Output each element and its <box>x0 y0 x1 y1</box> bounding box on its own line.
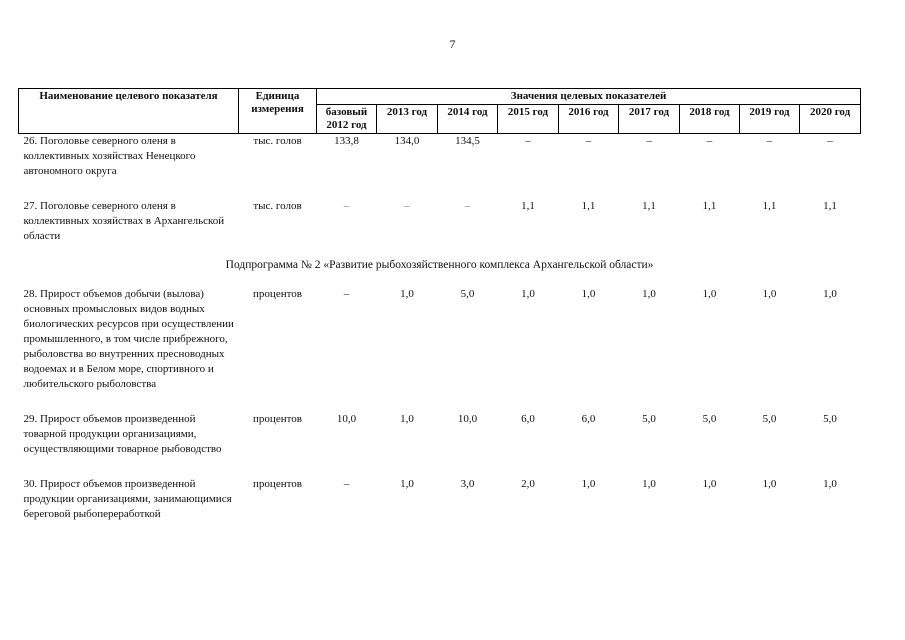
indicator-value: 1,0 <box>762 288 777 300</box>
indicator-unit: процентов <box>253 478 302 490</box>
indicator-name: 30. Прирост объемов произведенной продукции организациями, занимающимися береговой рыбопереработкой <box>23 478 232 520</box>
indicator-value: 1,1 <box>702 200 717 212</box>
indicator-value: 1,0 <box>642 478 656 490</box>
indicator-value: 6,0 <box>521 413 535 425</box>
indicator-value: 1,0 <box>400 478 414 490</box>
indicator-value: – <box>766 135 773 147</box>
header-values: Значения целевых показателей <box>317 89 861 105</box>
indicator-value: 1,0 <box>823 288 837 300</box>
header-year: 2020 год <box>800 105 861 134</box>
indicator-value: 1,1 <box>581 200 596 212</box>
table-row <box>19 287 861 392</box>
section-row <box>19 244 861 287</box>
indicator-value: 1,1 <box>521 200 535 212</box>
indicator-value: 134,5 <box>455 135 480 147</box>
indicator-value: 1,1 <box>762 200 777 212</box>
indicator-value: – <box>646 135 652 147</box>
subprogram-title: Подпрограмма № 2 «Развитие рыбохозяйственного комплекса Архангельской области» <box>225 259 654 271</box>
header-year: 2014 год <box>438 105 498 134</box>
table-row <box>19 412 861 457</box>
indicator-value: 1,0 <box>581 288 596 300</box>
header-year: 2019 год <box>740 105 800 134</box>
indicator-value: – <box>585 135 592 147</box>
indicator-value: 6,0 <box>581 413 596 425</box>
indicator-value: 134,0 <box>394 135 420 147</box>
indicator-value: 5,0 <box>762 413 777 425</box>
indicator-value: – <box>343 288 350 300</box>
header-row <box>19 89 861 105</box>
indicator-value: 5,0 <box>702 413 717 425</box>
indicator-value: 1,0 <box>400 288 414 300</box>
indicator-value: – <box>827 135 833 147</box>
indicator-value: 1,0 <box>702 478 717 490</box>
indicator-value: 5,0 <box>460 288 475 300</box>
header-unit: Единица измерения <box>239 89 317 134</box>
indicator-unit: процентов <box>253 413 302 425</box>
indicator-value: – <box>343 478 350 490</box>
indicator-value: 1,0 <box>521 288 535 300</box>
indicator-value: 1,0 <box>762 478 777 490</box>
indicator-unit: тыс. голов <box>253 200 302 212</box>
table-row <box>19 134 861 180</box>
indicator-value: 5,0 <box>823 413 837 425</box>
indicator-value: 1,0 <box>702 288 717 300</box>
indicator-value: 10,0 <box>457 413 478 425</box>
indicator-value: 1,0 <box>823 478 837 490</box>
indicator-value: 1,0 <box>400 413 414 425</box>
indicator-name: 29. Прирост объемов произведенной товарной продукции организациями, осуществляющими товарное рыбоводство <box>23 413 222 455</box>
indicator-name: 28. Прирост объемов добычи (вылова) основных промысловых видов водных биологических ресурсов при осуществлении промышленного, в том числе прибрежного, рыболовства во внутренних пресноводных водоемах и в Белом море, спортивного и любительского рыболовства <box>23 288 234 390</box>
table-row <box>19 199 861 244</box>
indicator-value: – <box>404 200 410 212</box>
header-year: 2015 год <box>498 105 559 134</box>
indicator-value: – <box>343 200 350 212</box>
header-indicator-name: Наименование целевого показателя <box>19 89 239 134</box>
row-spacer <box>19 457 861 477</box>
indicator-value: 1,0 <box>642 288 656 300</box>
indicator-value: 133,8 <box>334 135 359 147</box>
row-spacer-cell <box>19 457 861 477</box>
indicator-value: 1,1 <box>642 200 656 212</box>
indicator-value: 5,0 <box>642 413 656 425</box>
page-number: 7 <box>449 37 456 51</box>
header-year: 2013 год <box>377 105 438 134</box>
indicator-unit: процентов <box>253 288 302 300</box>
row-spacer-cell <box>19 392 861 412</box>
header-year: 2018 год <box>680 105 740 134</box>
indicator-unit: тыс. голов <box>253 135 302 147</box>
target-indicators-table <box>18 88 861 522</box>
indicator-value: 2,0 <box>521 478 535 490</box>
indicator-value: 3,0 <box>460 478 475 490</box>
header-year: базовый 2012 год <box>317 105 377 134</box>
row-spacer <box>19 392 861 412</box>
indicator-value: 1,0 <box>581 478 596 490</box>
indicator-value: – <box>706 135 713 147</box>
indicator-value: 10,0 <box>336 413 357 425</box>
indicator-name: 26. Поголовье северного оленя в коллективных хозяйствах Ненецкого автономного округа <box>23 135 196 177</box>
header-year: 2017 год <box>619 105 680 134</box>
indicator-value: – <box>464 200 471 212</box>
header-year: 2016 год <box>559 105 619 134</box>
row-spacer <box>19 179 861 199</box>
row-spacer-cell <box>19 179 861 199</box>
indicator-value: – <box>525 135 531 147</box>
indicator-name: 27. Поголовье северного оленя в коллективных хозяйствах в Архангельской области <box>23 200 225 242</box>
indicator-value: 1,1 <box>823 200 837 212</box>
table-row <box>19 477 861 522</box>
